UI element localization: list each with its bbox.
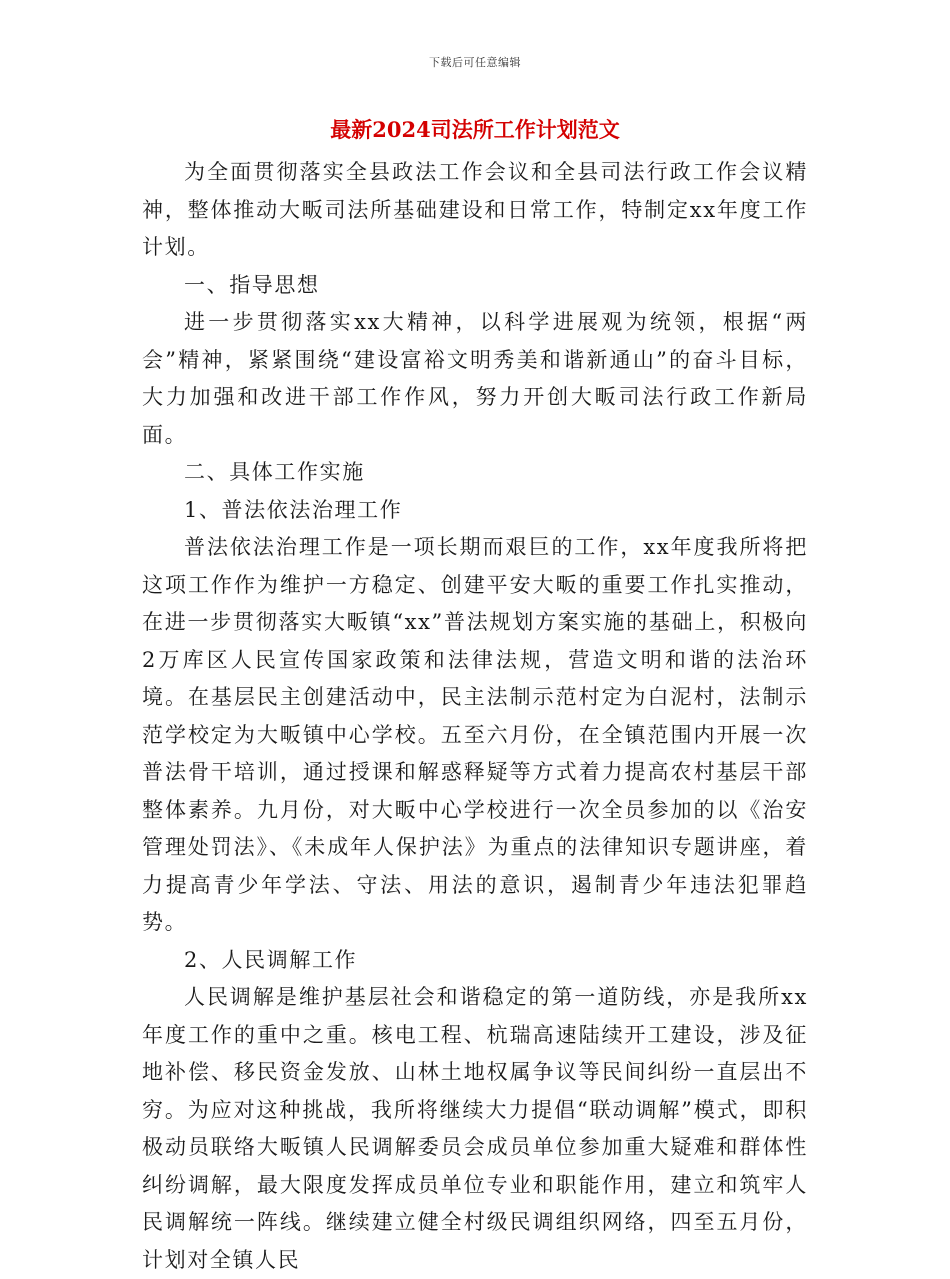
header-note: 下载后可任意编辑 <box>429 56 521 69</box>
mediation-paragraph: 人民调解是维护基层社会和谐稳定的第一道防线，亦是我所xx年度工作的重中之重。核电工程、杭瑞高速陆续开工建设，涉及征地补偿、移民资金发放、山林土地权属争议等民间纠纷一直层出不穷。为应对这种挑战，我所将继续大力提倡“联动调解”模式，即积极动员联络大畈镇人民调解委员会成员单位参加重大疑难和群体性纠纷调解，最大限度发挥成员单位专业和职能作用，建立和筑牢人民调解统一阵线。继续建立健全村级民调组织网络，四至五月份，计划对全镇人民 <box>142 985 808 1272</box>
document-body <box>142 154 808 1279</box>
subheading-legal-education: 1、普法依法治理工作 <box>184 497 403 522</box>
guiding-thought-paragraph: 进一步贯彻落实xx大精神，以科学进展观为统领，根据“两会”精神，紧紧围绕“建设富裕文明秀美和谐新通山”的奋斗目标，大力加强和改进干部工作作风，努力开创大畈司法行政工作新局面。 <box>142 310 808 447</box>
section-heading-implementation: 二、具体工作实施 <box>184 460 365 484</box>
intro-paragraph: 为全面贯彻落实全县政法工作会议和全县司法行政工作会议精神，整体推动大畈司法所基础建设和日常工作，特制定xx年度工作计划。 <box>142 160 808 259</box>
section-heading-guiding-thought: 一、指导思想 <box>184 272 320 297</box>
legal-education-paragraph: 普法依法治理工作是一项长期而艰巨的工作，xx年度我所将把这项工作作为维护一方稳定、创建平安大畈的重要工作扎实推动，在进一步贯彻落实大畈镇“xx”普法规划方案实施的基础上，积极向2万库区人民宣传国家政策和法律法规，营造文明和谐的法治环境。在基层民主创建活动中，民主法制示范村定为白泥村，法制示范学校定为大畈镇中心学校。五至六月份，在全镇范围内开展一次普法骨干培训，通过授课和解惑释疑等方式着力提高农村基层干部整体素养。九月份，对大畈中心学校进行一次全员参加的以《治安管理处罚法》、《未成年人保护法》为重点的法律知识专题讲座，着力提高青少年学法、守法、用法的意识，遏制青少年违法犯罪趋势。 <box>142 535 808 934</box>
subheading-mediation: 2、人民调解工作 <box>184 947 358 972</box>
document-title: 最新2024司法所工作计划范文 <box>330 117 620 142</box>
